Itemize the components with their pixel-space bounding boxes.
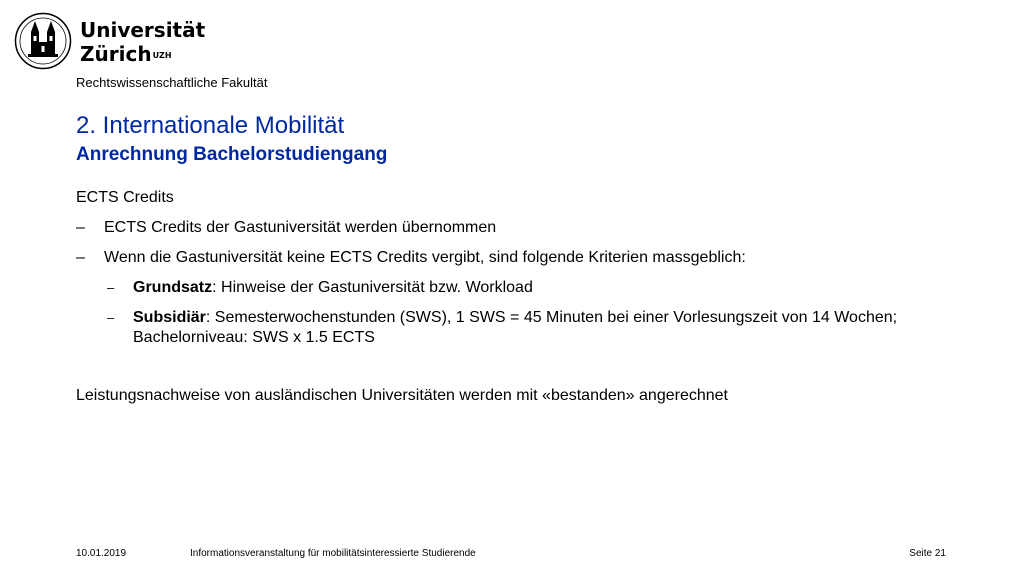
slide-title: 2. Internationale Mobilität (76, 112, 345, 139)
sub-list-item-term: Subsidiär (133, 309, 206, 326)
university-abbr: UZH (152, 51, 172, 60)
section-heading: ECTS Credits (76, 189, 174, 206)
footer-event: Informationsveranstaltung für mobilitätsinteressierte Studierende (190, 548, 476, 559)
list-item-text: ECTS Credits der Gastuniversität werden übernommen (104, 219, 497, 236)
faculty-name: Rechtswissenschaftliche Fakultät (76, 75, 268, 90)
list-item (76, 248, 956, 268)
list-item-text: Wenn die Gastuniversität keine ECTS Credits vergibt, sind folgende Kriterien massgeblich: (104, 249, 746, 266)
dash-bullet: – (107, 280, 115, 295)
list-item (76, 218, 956, 238)
university-name (80, 18, 205, 66)
sub-list-item-text: : Semesterwochenstunden (SWS), 1 SWS = 45 Minuten bei einer Vorlesungszeit von 14 Wochen; Bachelorniveau: SWS x 1.5 ECTS (133, 309, 898, 346)
closing-statement: Leistungsnachweise von ausländischen Universitäten werden mit «bestanden» angerechnet (76, 387, 728, 404)
dash-bullet: – (76, 249, 85, 266)
slide-subtitle: Anrechnung Bachelorstudiengang (76, 144, 388, 165)
uzh-seal-icon (14, 12, 72, 70)
footer-date: 10.01.2019 (76, 548, 127, 559)
footer-page-number: Seite 21 (909, 548, 946, 559)
sub-list-item (76, 278, 956, 298)
sub-list-item-text: : Hinweise der Gastuniversität bzw. Workload (212, 279, 533, 296)
university-line2: Zürich (80, 42, 152, 66)
slide-content (76, 188, 956, 406)
sub-list-item (76, 308, 956, 348)
dash-bullet: – (107, 310, 115, 325)
university-line1: Universität (80, 18, 206, 42)
dash-bullet: – (76, 219, 85, 236)
sub-list-item-term: Grundsatz (133, 279, 213, 296)
